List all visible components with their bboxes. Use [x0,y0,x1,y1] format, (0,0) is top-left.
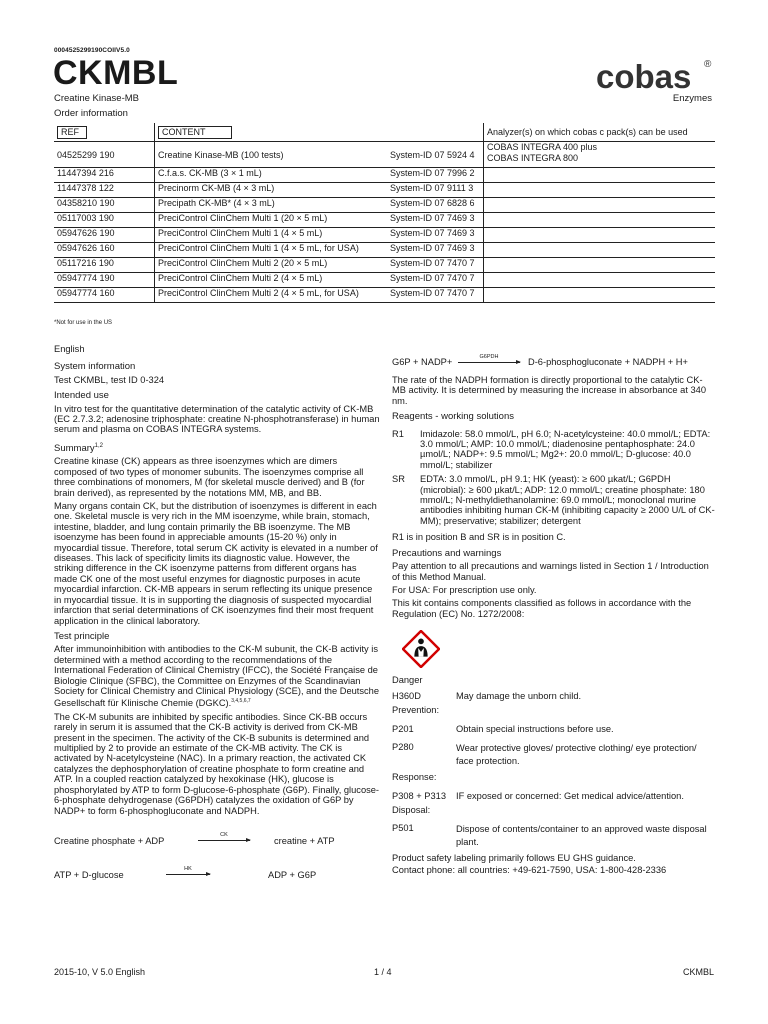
reaction-hk-enzyme: HK [184,866,192,873]
footer-version: 2015-10, V 5.0 English [54,967,146,977]
reagent-r1-text: Imidazole: 58.0 mmol/L, pH 6.0; N-acetylcysteine: 40.0 mmol/L; EDTA: 3.0 mmol/L; AMP: 10.0 mmol/L; diadenosine pentaphosphate: 24.0 µmol/L; NADP+: 9.5 mmol/L; Mg2+: 20.0 mmol/L; D-glucose: 40.0 mmol/L; stabilizer [420,428,711,470]
statement-h360d [392,691,716,701]
table-row [54,142,715,168]
table-row [54,273,715,288]
statement-p201 [392,724,716,734]
system-id-cell: System-ID 07 7470 7 [387,273,484,288]
intended-use-heading: Intended use [54,390,109,402]
reaction-hk-arrow [166,866,210,875]
table-row [54,168,715,183]
ref-cell: 05947774 190 [54,273,155,288]
system-id-cell: System-ID 07 9111 3 [387,183,484,198]
statement-p501 [392,823,716,849]
ghs-guidance-text: Product safety labeling primarily follows EU GHS guidance. [392,853,636,864]
reagent-position-text: R1 is in position B and SR is in position C. [392,532,566,543]
precautions-heading: Precautions and warnings [392,547,502,559]
table-header-row [54,123,715,142]
reaction-g6pdh-arrow [458,353,520,363]
content-cell: Precinorm CK-MB (4 × 3 mL) [155,183,388,198]
summary-reference: 1,2 [94,442,103,449]
reaction-g6pdh-reactants: G6P + NADP+ [392,356,453,367]
intended-use-text: In vitro test for the quantitative determination of the catalytic activity of CK-MB (EC 2.7.3.2; adenosine triphosphate: creatine N-phosphotransferase) in human serum and plasma on COBAS INTEGRA systems. [54,403,380,435]
ref-cell: 11447394 216 [54,168,155,183]
system-id-cell: System-ID 07 7470 7 [387,288,484,303]
table-row [54,258,715,273]
ref-cell: 11447378 122 [54,183,155,198]
reaction-hk-reactants: ATP + D-glucose [54,869,124,880]
reagent-r1-key: R1 [392,428,404,439]
precautions-text: Pay attention to all precautions and warnings listed in Section 1 / Introduction of this Method Manual. [392,561,709,582]
analyzers-cell [484,142,716,168]
logo-text: cobas [596,58,692,95]
health-hazard-icon [402,630,440,668]
content-cell: PreciControl ClinChem Multi 1 (4 × 5 mL) [155,228,388,243]
principle-reference: 3,4,5,6,7 [231,698,251,705]
content-cell: Precipath CK-MB* (4 × 3 mL) [155,198,388,213]
content-cell: C.f.a.s. CK-MB (3 × 1 mL) [155,168,388,183]
order-information-heading: Order information [54,108,128,119]
reagent-r1 [392,429,716,471]
statement-p501-code: P501 [392,823,414,834]
analyzers-cell [484,288,716,303]
usa-prescription-text: For USA: For prescription use only. [392,584,537,595]
page-title: CKMBL [53,54,179,92]
statement-p308-p313-text: IF exposed or concerned: Get medical advice/attention. [456,790,684,801]
table-row [54,288,715,303]
content-cell: Creatine Kinase-MB (100 tests) [155,142,388,168]
kit-classification-text: This kit contains components classified as follows in accordance with the Regulation (EC) No. 1272/2008: [392,598,692,619]
system-information-heading: System information [54,361,136,373]
analyzer-name: COBAS INTEGRA 800 [487,153,579,163]
system-id-cell: System-ID 07 6828 6 [387,198,484,213]
reaction-ck-arrow [198,832,250,841]
content-cell: PreciControl ClinChem Multi 2 (4 × 5 mL) [155,273,388,288]
ref-cell: 05117216 190 [54,258,155,273]
reaction-ck [54,832,381,850]
statement-h360d-code: H360D [392,690,421,701]
ref-cell: 04525299 190 [54,142,155,168]
system-id-cell: System-ID 07 7469 3 [387,243,484,258]
reaction-ck-products: creatine + ATP [274,835,335,846]
test-principle-paragraph-2: The CK-M subunits are inhibited by specific antibodies. Since CK-BB occurs rarely in serum it is assumed that the CK-B activity is derived from CK-MB present in the specimen. The activity of the CK-B subunits is determined and multiplied by 2 to provide an estimate of the CK-MB activity. The CK is activated by N-acetylcysteine (NAC). In a primary reaction, the activated CK catalyzes the dephosphorylation of creatine phosphate to form creatine and ATP. In a coupled reaction catalyzed by hexokinase (HK), glucose is phosphorylated by ATP to form D-glucose-6-phosphate (G6P). Finally, glucose-6-phosphate dehydrogenase (G6PDH) catalyzes the oxidation of G6P by NADP+ to form 6-phosphogluconate and NADPH. [54,711,380,816]
right-column [392,353,716,878]
system-id-cell: System-ID 07 7469 3 [387,228,484,243]
ref-cell: 04358210 190 [54,198,155,213]
statement-p501-text: Dispose of contents/container to an approved waste disposal plant. [456,824,707,848]
system-id-cell: System-ID 07 7470 7 [387,258,484,273]
system-information-text: Test CKMBL, test ID 0-324 [54,374,165,385]
footer-test-name: CKMBL [682,967,714,977]
reagents-heading: Reagents - working solutions [392,411,514,423]
footer-page-number: 1 / 4 [374,967,392,977]
order-table [54,123,715,303]
analyzer-name: COBAS INTEGRA 400 plus [487,142,598,152]
table-row [54,198,715,213]
analyzers-cell [484,168,716,183]
ref-header: REF [57,126,87,139]
table-row [54,228,715,243]
analyzers-cell [484,273,716,288]
nadph-text: The rate of the NADPH formation is directly proportional to the catalytic CK-MB activity. It is determined by measuring the increase in absorbance at 340 nm. [392,375,707,406]
analyzers-header: Analyzer(s) on which cobas c pack(s) can be used [484,123,716,142]
analyzers-cell [484,228,716,243]
logo-registered-mark: ® [704,59,712,70]
reaction-hk-products: ADP + G6P [268,869,317,880]
summary-paragraph-2: Many organs contain CK, but the distribution of isoenzymes is different in each one. Skeletal muscle is very rich in the MM isoenzyme, while brain, stomach, intestine, bladder, and lung contain primarily the BB isoenzyme. The MB isoenzyme has been found in appreciable amounts (15-20 %) only in myocardial tissue. Therefore, total serum CK activity is elevated in a number of diseases. This lack of specificity limits its diagnostic value. However, the striking difference in the CK isoenzyme patterns from different organs has made CK one of the most useful enzymes for diagnostic purposes in acute myocardial infarction. CK-MB appears in serum reflecting its unique presence in myocardial tissue. It is in supporting the diagnosis of suspected myocardial infarction that serial determinations of CK isoenzymes find their most frequent application in the clinical laboratory. [54,501,378,626]
ref-cell: 05947626 160 [54,243,155,258]
test-principle-heading: Test principle [54,630,110,642]
reagent-sr-text: EDTA: 3.0 mmol/L, pH 9.1; HK (yeast): ≥ 600 µkat/L; G6PDH (microbial): ≥ 600 µkat/L; ADP: 12.0 mmol/L; creatine phosphate: 180 mmol/L; N-methyldiethanolamine: 69.0 mmol/L; monoclonal murine antibodies inhibiting human CK-M (inhibiting capacity ≥ 2000 U/L of CK-MM); preservative; stabilizer; detergent [420,474,715,526]
reaction-ck-reactants: Creatine phosphate + ADP [54,835,165,846]
statement-p280-code: P280 [392,742,414,753]
ref-cell: 05947626 190 [54,228,155,243]
statement-p201-text: Obtain special instructions before use. [456,723,614,734]
contact-phone-text: Contact phone: all countries: +49-621-7590, USA: 1-800-428-2336 [392,864,667,875]
language-label: English [54,344,85,354]
disposal-heading: Disposal: [392,804,431,815]
table-footnote: *Not for use in the US [54,320,113,326]
content-cell: PreciControl ClinChem Multi 2 (20 × 5 mL) [155,258,388,273]
response-heading: Response: [392,772,437,783]
summary-paragraph-1: Creatine kinase (CK) appears as three isoenzymes which are dimers composed of two types of monomer subunits. The isoenzymes comprise all three combinations of monomers, M (for skeletal muscle derived) and B (for brain derived), as represented by the notations MM, MB, and BB. [54,456,365,498]
analyzers-cell [484,183,716,198]
statement-p201-code: P201 [392,723,414,734]
content-header: CONTENT [158,126,232,139]
analyzers-cell [484,198,716,213]
analyzers-cell [484,243,716,258]
summary-heading: Summary$^{1,2}$ [54,442,103,454]
prevention-heading: Prevention: [392,705,440,716]
content-cell: PreciControl ClinChem Multi 1 (4 × 5 mL, for USA) [155,243,388,258]
table-row [54,243,715,258]
statement-h360d-text: May damage the unborn child. [456,690,582,701]
product-subtitle: Creatine Kinase-MB [54,93,140,104]
document-code: 0004525299190COIIV5.0 [54,47,130,54]
content-cell: PreciControl ClinChem Multi 2 (4 × 5 mL, for USA) [155,288,388,303]
analyzers-cell [484,258,716,273]
statement-p308-p313-code: P308 + P313 [392,790,447,801]
reagent-sr [392,474,716,526]
statement-p308-p313 [392,791,716,801]
statement-p280 [392,742,716,768]
left-column [54,344,381,888]
system-id-cell: System-ID 07 5924 4 [387,142,484,168]
analyzers-cell [484,213,716,228]
ref-cell: 05117003 190 [54,213,155,228]
table-row [54,213,715,228]
reaction-g6pdh [392,353,716,371]
test-principle-paragraph-1: After immunoinhibition with antibodies to the CK-M subunit, the CK-B activity is determined with a method according to the recommendations of the International Federation of Clinical Chemistry (IFCC), the Société Française de Biologie Clinique (SFBC), the Committee on Enzymes of the Scandinavian Society for Clinical Chemistry and Clinical Physiology (SCE), and the Deutsche Gesellschaft für Klinische Chemie (DGKC).$^{3,4,5,6,7}$ [54,644,380,709]
system-id-cell: System-ID 07 7996 2 [387,168,484,183]
reaction-g6pdh-enzyme: G6PDH [479,353,499,360]
reaction-hk [54,866,381,884]
reaction-g6pdh-products: D-6-phosphogluconate + NADPH + H+ [528,356,688,367]
system-id-cell: System-ID 07 7469 3 [387,213,484,228]
statement-p280-text: Wear protective gloves/ protective clothing/ eye protection/ face protection. [456,743,697,767]
content-cell: PreciControl ClinChem Multi 1 (20 × 5 mL) [155,213,388,228]
reaction-ck-enzyme: CK [220,832,228,839]
ref-cell: 05947774 160 [54,288,155,303]
table-row [54,183,715,198]
category-label: Enzymes [672,93,712,104]
reagent-sr-key: SR [392,474,405,485]
danger-label: Danger [392,674,423,685]
